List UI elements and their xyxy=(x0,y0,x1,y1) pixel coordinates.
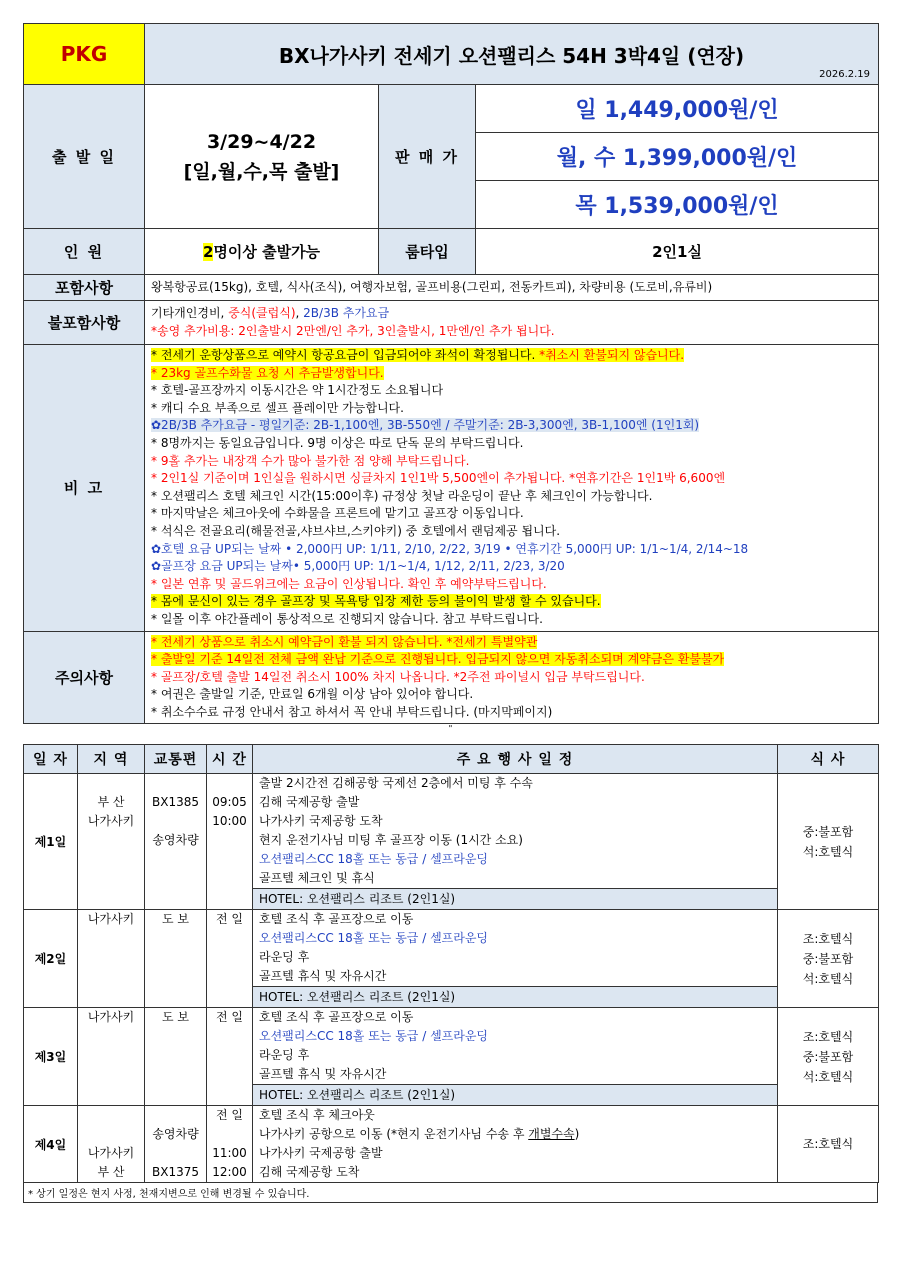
itinerary-item xyxy=(259,774,777,793)
remark-text: * 캐디 수요 부족으로 셀프 플레이만 가능합니다. xyxy=(151,400,404,415)
transport-cell xyxy=(145,1106,207,1183)
meal-line: 조:호텔식 xyxy=(802,1029,854,1044)
itinerary-items xyxy=(253,1106,777,1182)
time-line: 전 일 xyxy=(216,912,243,927)
schedule-row xyxy=(24,774,879,910)
departure-days: [일,월,수,목 출발] xyxy=(183,160,340,183)
transport-line: 송영차량 xyxy=(152,1127,199,1142)
remark-line xyxy=(151,470,872,488)
caution-line xyxy=(151,704,872,722)
excluded-label: 불포함사항 xyxy=(24,301,145,345)
itinerary-text: 김해 국제공항 출발 xyxy=(259,795,360,810)
included-text: 왕복항공료(15kg), 호텔, 식사(조식), 여행자보험, 골프비용(그린피, 전동카트피), 차량비용 (도로비,유류비) xyxy=(145,275,879,301)
transport-cell xyxy=(145,910,207,1008)
time-line: 전 일 xyxy=(216,1010,243,1025)
caution-line xyxy=(151,669,872,687)
remark-line xyxy=(151,611,872,629)
caution-line xyxy=(151,686,872,704)
day-label: 제4일 xyxy=(24,1106,78,1183)
itinerary-item xyxy=(259,1163,777,1182)
meal-line: 중:불포함 xyxy=(802,1049,854,1064)
region-line: 부 산 xyxy=(97,1165,125,1180)
departure-value xyxy=(145,85,379,229)
remark-text: * 일본 연휴 및 골드위크에는 요금이 인상됩니다. 확인 후 예약부탁드립니다. xyxy=(151,576,547,591)
excluded-part: 기타개인경비, xyxy=(151,306,229,320)
itinerary-cell xyxy=(253,910,778,1008)
remark-text: * 9홀 추가는 내장객 수가 많아 불가한 점 양해 부탁드립니다. xyxy=(151,453,470,468)
time-line: 12:00 xyxy=(212,1165,247,1180)
itinerary-item xyxy=(259,793,777,812)
itinerary-underline: 개별수속 xyxy=(528,1127,575,1142)
caution-label: 주의사항 xyxy=(24,631,145,724)
itinerary-item xyxy=(259,812,777,831)
time-cell xyxy=(207,1008,253,1106)
excluded-part: 중식(클럽식) xyxy=(228,306,296,320)
header-transport: 교통편 xyxy=(145,745,207,774)
transport-line: BX1375 xyxy=(152,1165,199,1180)
transport-line: 도 보 xyxy=(162,1010,189,1025)
itinerary-item xyxy=(259,869,777,888)
itinerary-text: 나가사키 국제공항 도착 xyxy=(259,814,383,829)
time-line xyxy=(207,774,252,793)
remark-text: ✿골프장 요금 UP되는 날짜• 5,000円 UP: 1/1~1/4, 1/12, 2/11, 2/23, 3/20 xyxy=(151,559,565,574)
time-cell xyxy=(207,1106,253,1183)
excluded-part: 2B/3B 추가요금 xyxy=(303,306,390,320)
meal-line: 석:호텔식 xyxy=(802,844,854,859)
meal-line: 조:호텔식 xyxy=(802,931,854,946)
transport-stack xyxy=(145,774,206,850)
header-time: 시 간 xyxy=(207,745,253,774)
excluded-part: , xyxy=(295,306,304,320)
transport-line xyxy=(145,1106,206,1125)
region-line: 나가사키 xyxy=(87,1010,135,1025)
title-cell xyxy=(145,24,879,85)
remark-line xyxy=(151,523,872,541)
document xyxy=(23,23,878,1203)
header-day: 일 자 xyxy=(24,745,78,774)
caution-text: * 전세기 상품으로 취소시 예약금이 환불 되지 않습니다. *전세기 특별약관 xyxy=(151,634,538,649)
people-rest: 명이상 출발가능 xyxy=(213,243,321,261)
remark-text: * 전세기 운항상품으로 예약시 항공요금이 입금되어야 좌석이 확정됩니다. xyxy=(151,348,540,362)
itinerary-item xyxy=(259,831,777,850)
region-cell xyxy=(78,1008,145,1106)
region-stack xyxy=(78,1106,144,1182)
remark-text: * 오션팰리스 호텔 체크인 시간(15:00이후) 규정상 첫날 라운딩이 끝난 후 체크인이 가능합니다. xyxy=(151,488,653,503)
caution-text: * 출발일 기준 14일전 전체 금액 완납 기준으로 진행됩니다. 입금되지 않으면 자동취소되며 계약금은 환불불가 xyxy=(151,652,725,667)
schedule-row xyxy=(24,910,879,1008)
transport-cell xyxy=(145,774,207,910)
itinerary-item xyxy=(259,1008,777,1027)
remarks-list xyxy=(145,345,879,632)
transport-stack xyxy=(145,1106,206,1182)
room-value: 2인1실 xyxy=(476,229,879,275)
room-label: 룸타입 xyxy=(379,229,476,275)
header-meals: 식 사 xyxy=(778,745,879,774)
meal-line: 석:호텔식 xyxy=(802,971,854,986)
itinerary-item xyxy=(259,1046,777,1065)
day-label: 제3일 xyxy=(24,1008,78,1106)
remarks-label: 비 고 xyxy=(24,345,145,632)
transport-stack xyxy=(145,910,206,929)
region-stack xyxy=(78,1008,144,1027)
itinerary-text: 오션팰리스CC 18홀 또는 동급 / 셀프라운딩 xyxy=(259,852,489,867)
itinerary-cell xyxy=(253,774,778,910)
people-label: 인 원 xyxy=(24,229,145,275)
itinerary-text: 출발 2시간전 김해공항 국제선 2층에서 미팅 후 수속 xyxy=(259,776,533,791)
remark-line xyxy=(151,400,872,418)
itinerary-cell xyxy=(253,1008,778,1106)
hotel-line: HOTEL: 오션팰리스 리조트 (2인1실) xyxy=(253,1084,777,1105)
meal-line: 조:호텔식 xyxy=(802,1137,854,1152)
region-stack xyxy=(78,910,144,929)
region-stack xyxy=(78,774,144,831)
time-line xyxy=(207,1125,252,1144)
caution-text: * 여권은 출발일 기준, 만료일 6개월 이상 남아 있어야 합니다. xyxy=(151,687,474,702)
excluded-transfer-note: *송영 추가비용: 2인출발시 2만엔/인 추가, 3인출발시, 1만엔/인 추가 됩니다. xyxy=(151,323,555,338)
region-cell xyxy=(78,1106,145,1183)
remark-text: * 2인1실 기준이며 1인실을 원하시면 싱글차지 1인1박 5,500엔이 추가됩니다. *연휴기간은 1인1박 6,600엔 xyxy=(151,471,726,486)
region-cell xyxy=(78,910,145,1008)
itinerary-cell xyxy=(253,1106,778,1183)
remark-text: * 23kg 골프수화물 요청 시 추금발생합니다. xyxy=(151,365,384,380)
itinerary-item xyxy=(259,1065,777,1084)
time-cell xyxy=(207,774,253,910)
time-cell xyxy=(207,910,253,1008)
remark-text: * 일몰 이후 야간플레이 통상적으로 진행되지 않습니다. 참고 부탁드립니다. xyxy=(151,611,543,626)
remark-text: ✿호텔 요금 UP되는 날짜 • 2,000円 UP: 1/11, 2/10, 2/22, 3/19 • 연휴기간 5,000円 UP: 1/1~1/4, 2/14~18 xyxy=(151,541,749,556)
caution-list xyxy=(145,631,879,724)
price-sunday: 일 1,449,000원/인 xyxy=(476,85,879,133)
people-value xyxy=(145,229,379,275)
itinerary-text: 골프텔 체크인 및 휴식 xyxy=(259,871,375,886)
header-itinerary: 주 요 행 사 일 정 xyxy=(253,745,778,774)
transport-stack xyxy=(145,1008,206,1027)
remark-text: * 마지막날은 체크아웃에 수화물을 프론트에 맡기고 골프장 이동입니다. xyxy=(151,506,524,521)
day-label: 제2일 xyxy=(24,910,78,1008)
meals-cell xyxy=(778,1008,879,1106)
remark-line xyxy=(151,593,872,611)
summary-table xyxy=(23,23,879,724)
transport-line: 송영차량 xyxy=(152,833,199,848)
time-stack xyxy=(207,910,252,929)
remark-extra: *취소시 환불되지 않습니다. xyxy=(539,348,685,362)
people-num: 2 xyxy=(202,243,214,261)
itinerary-item xyxy=(259,1125,777,1144)
schedule-row xyxy=(24,1106,879,1183)
itinerary-text: 호텔 조식 후 골프장으로 이동 xyxy=(259,1010,414,1025)
remark-line xyxy=(151,541,872,559)
price-thursday: 목 1,539,000원/인 xyxy=(476,181,879,229)
hotel-line: HOTEL: 오션팰리스 리조트 (2인1실) xyxy=(253,986,777,1007)
remark-text: ✿2B/3B 추가요금 - 평일기준: 2B-1,100엔, 3B-550엔 / 주말기준: 2B-3,300엔, 3B-1,100엔 (1인1회) xyxy=(151,418,700,433)
remark-line xyxy=(151,365,872,383)
region-line: 나가사키 xyxy=(87,912,135,927)
itinerary-text: 라운딩 후 xyxy=(259,950,310,965)
itinerary-items xyxy=(253,910,777,986)
remark-text: * 몸에 문신이 있는 경우 골프장 및 목욕탕 입장 제한 등의 불이익 발생 할 수 있습니다. xyxy=(151,594,601,609)
itinerary-text: 김해 국제공항 도착 xyxy=(259,1165,360,1180)
meals-cell xyxy=(778,1106,879,1183)
schedule-row xyxy=(24,1008,879,1106)
schedule-table xyxy=(23,744,879,1183)
header-region: 지 역 xyxy=(78,745,145,774)
meals-cell xyxy=(778,910,879,1008)
itinerary-text: 나가사키 국제공항 출발 xyxy=(259,1146,383,1161)
excluded-text xyxy=(145,301,879,345)
itinerary-text: 골프텔 휴식 및 자유시간 xyxy=(259,969,387,984)
remark-text: * 석식은 전골요리(해물전골,샤브샤브,스키야키) 중 호텔에서 랜덤제공 됩니다. xyxy=(151,523,561,538)
itinerary-item xyxy=(259,1144,777,1163)
caution-line xyxy=(151,634,872,652)
meal-line: 석:호텔식 xyxy=(802,1069,854,1084)
remark-line xyxy=(151,505,872,523)
region-line xyxy=(78,1106,144,1125)
itinerary-items xyxy=(253,774,777,888)
itinerary-item xyxy=(259,1027,777,1046)
time-stack xyxy=(207,1106,252,1182)
transport-line: BX1385 xyxy=(152,795,199,810)
transport-cell xyxy=(145,1008,207,1106)
price-label: 판 매 가 xyxy=(379,85,476,229)
departure-label: 출 발 일 xyxy=(24,85,145,229)
time-line: 10:00 xyxy=(212,814,247,829)
caution-text: * 취소수수료 규정 안내서 참고 하셔서 꼭 안내 부탁드립니다. (마지막페이지) xyxy=(151,704,553,719)
itinerary-item xyxy=(259,1106,777,1125)
meal-line: 중:불포함 xyxy=(802,951,854,966)
transport-line xyxy=(145,812,206,831)
itinerary-text: 호텔 조식 후 골프장으로 이동 xyxy=(259,912,414,927)
caution-text: * 골프장/호텔 출발 14일전 취소시 100% 차지 나옵니다. *2주전 파이널시 입금 부탁드립니다. xyxy=(151,669,645,684)
time-stack xyxy=(207,1008,252,1027)
time-line: 11:00 xyxy=(212,1146,247,1161)
remark-line xyxy=(151,435,872,453)
itinerary-text: 오션팰리스CC 18홀 또는 동급 / 셀프라운딩 xyxy=(259,931,489,946)
time-line: 전 일 xyxy=(216,1108,243,1123)
meals-cell xyxy=(778,774,879,910)
transport-line xyxy=(145,774,206,793)
remark-line xyxy=(151,453,872,471)
region-line xyxy=(78,774,144,793)
itinerary-text: 라운딩 후 xyxy=(259,1048,310,1063)
page-title: BX나가사키 전세기 오션팰리스 54H 3박4일 (연장) xyxy=(278,43,745,68)
transport-line xyxy=(145,1144,206,1163)
remark-line xyxy=(151,576,872,594)
itinerary-item xyxy=(259,929,777,948)
day-label: 제1일 xyxy=(24,774,78,910)
remark-line xyxy=(151,347,872,365)
itinerary-text: 오션팰리스CC 18홀 또는 동급 / 셀프라운딩 xyxy=(259,1029,489,1044)
itinerary-text: 호텔 조식 후 체크아웃 xyxy=(259,1108,375,1123)
region-line xyxy=(78,1125,144,1144)
itinerary-item xyxy=(259,948,777,967)
itinerary-item xyxy=(259,910,777,929)
time-stack xyxy=(207,774,252,831)
pkg-badge: PKG xyxy=(24,24,145,85)
remark-line xyxy=(151,417,872,435)
remark-line xyxy=(151,488,872,506)
region-line: 나가사키 xyxy=(87,814,135,829)
region-line: 부 산 xyxy=(97,795,125,810)
itinerary-item xyxy=(259,850,777,869)
remark-text: * 8명까지는 동일요금입니다. 9명 이상은 따로 단독 문의 부탁드립니다. xyxy=(151,435,524,450)
itinerary-text: 골프텔 휴식 및 자유시간 xyxy=(259,1067,387,1082)
remark-text: * 호텔-골프장까지 이동시간은 약 1시간정도 소요됩니다 xyxy=(151,383,444,398)
transport-line: 도 보 xyxy=(162,912,189,927)
price-mon-wed: 월, 수 1,399,000원/인 xyxy=(476,133,879,181)
spacer-mark: " xyxy=(448,724,453,734)
included-label: 포함사항 xyxy=(24,275,145,301)
departure-range: 3/29~4/22 xyxy=(206,130,317,153)
doc-date: 2026.2.19 xyxy=(819,69,871,80)
itinerary-tail: ) xyxy=(574,1127,580,1142)
itinerary-text: 현지 운전기사님 미팅 후 골프장 이동 (1시간 소요) xyxy=(259,833,523,848)
time-line: 09:05 xyxy=(212,795,247,810)
region-cell xyxy=(78,774,145,910)
itinerary-items xyxy=(253,1008,777,1084)
schedule-footer: * 상기 일정은 현지 사정, 천재지변으로 인해 변경될 수 있습니다. xyxy=(23,1183,878,1203)
remark-line xyxy=(151,558,872,576)
caution-line xyxy=(151,651,872,669)
meal-line: 중:불포함 xyxy=(802,824,854,839)
itinerary-item xyxy=(259,967,777,986)
hotel-line: HOTEL: 오션팰리스 리조트 (2인1실) xyxy=(253,888,777,909)
remark-line xyxy=(151,382,872,400)
itinerary-text: 나가사키 공항으로 이동 (*현지 운전기사님 수송 후 xyxy=(259,1127,529,1142)
region-line: 나가사키 xyxy=(87,1146,135,1161)
